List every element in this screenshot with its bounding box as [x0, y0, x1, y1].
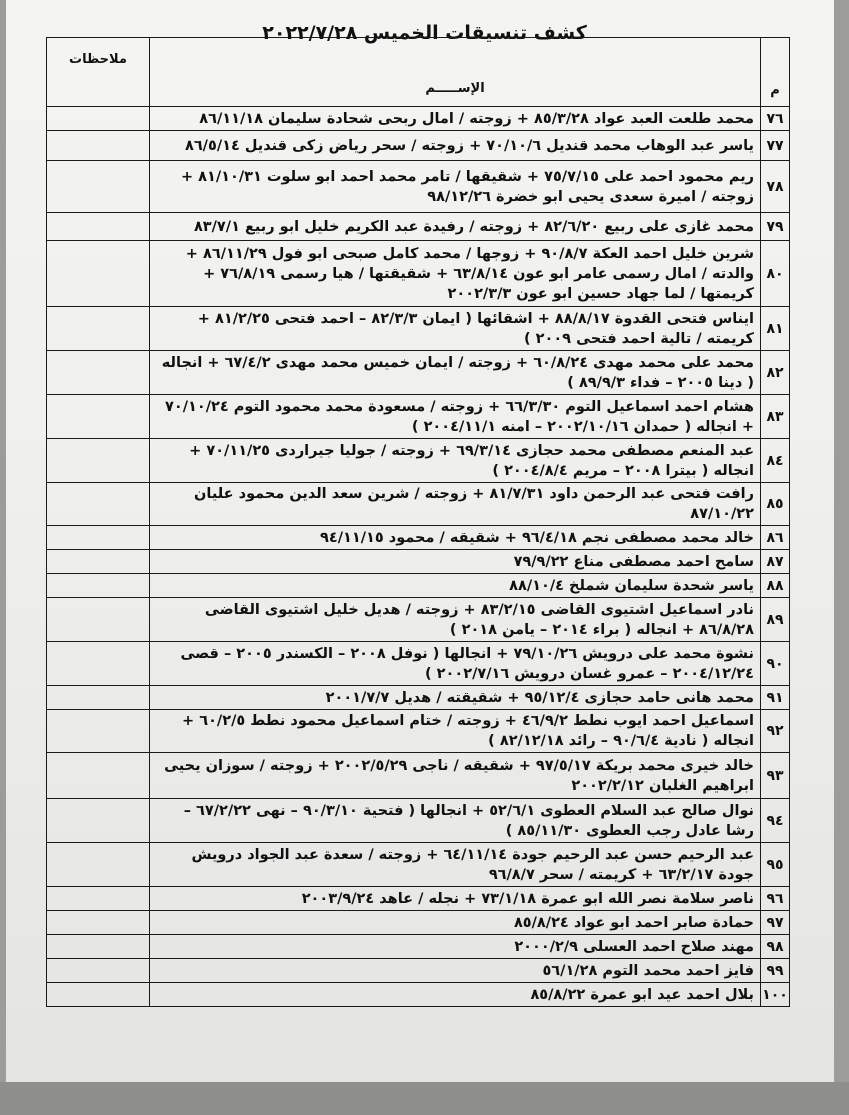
- row-names: خالد محمد مصطفى نجم ٩٦/٤/١٨ + شقيقه / محمود ٩٤/١١/١٥: [150, 526, 761, 550]
- row-names: خالد خيرى محمد بريكة ٩٧/٥/١٧ + شقيقه / ناجى ٢٠٠٢/٥/٢٩ + زوجته / سوزان يحيى ابراهيم الغلبان ٢٠٠٢/٢/١٢: [150, 753, 761, 799]
- row-number: ٩٤: [761, 799, 790, 843]
- table-row: [47, 642, 790, 686]
- row-number: ٨٣: [761, 395, 790, 439]
- row-notes: [47, 483, 150, 526]
- table-row: [47, 307, 790, 351]
- row-names: نادر اسماعيل اشتيوى القاضى ٨٣/٢/١٥ + زوجته / هديل خليل اشتيوى القاضى ٨٦/٨/٢٨ + انجاله ( براء ٢٠١٤ – يامن ٢٠١٨ ): [150, 598, 761, 642]
- table-row: [47, 107, 790, 131]
- row-notes: [47, 213, 150, 241]
- row-notes: [47, 526, 150, 550]
- row-number: ٧٨: [761, 161, 790, 213]
- row-names: ريم محمود احمد على ٧٥/٧/١٥ + شقيقها / تامر محمد احمد ابو سلوت ٨١/١٠/٣١ + زوجته / اميرة سعدى يحيى ابو خضرة ٩٨/١٢/٢٦: [150, 161, 761, 213]
- row-number: ٨١: [761, 307, 790, 351]
- table-row: [47, 131, 790, 161]
- table-row: [47, 241, 790, 307]
- row-names: محمد طلعت العبد عواد ٨٥/٣/٢٨ + زوجته / امال ربحى شحادة سليمان ٨٦/١١/١٨: [150, 107, 761, 131]
- row-number: ٨٢: [761, 351, 790, 395]
- row-notes: [47, 843, 150, 887]
- table-row: [47, 799, 790, 843]
- header-number: م: [761, 38, 790, 107]
- row-number: ٨٤: [761, 439, 790, 483]
- table-row: [47, 598, 790, 642]
- row-notes: [47, 598, 150, 642]
- row-notes: [47, 574, 150, 598]
- row-number: ٨٧: [761, 550, 790, 574]
- row-names: محمد غازى على ربيع ٨٢/٦/٢٠ + زوجته / رفيدة عبد الكريم خليل ابو ربيع ٨٣/٧/١: [150, 213, 761, 241]
- table-row: [47, 753, 790, 799]
- table-row: [47, 843, 790, 887]
- row-number: ٩٩: [761, 959, 790, 983]
- table-row: [47, 710, 790, 753]
- row-number: ٨٥: [761, 483, 790, 526]
- document-title: كشف تنسيقات الخميس ٢٠٢٢/٧/٢٨: [262, 22, 587, 44]
- row-number: ١٠٠: [761, 983, 790, 1007]
- row-notes: [47, 983, 150, 1007]
- row-names: عبد الرحيم حسن عبد الرحيم جودة ٦٤/١١/١٤ + زوجته / سعدة عبد الجواد درويش جودة ٦٣/٢/١٧ + كريمته / سحر ٩٦/٨/٧: [150, 843, 761, 887]
- table-row: [47, 213, 790, 241]
- table-row: [47, 911, 790, 935]
- table-row: [47, 161, 790, 213]
- table-row: [47, 959, 790, 983]
- row-notes: [47, 395, 150, 439]
- table-row: [47, 887, 790, 911]
- row-names: هشام احمد اسماعيل التوم ٦٦/٣/٣٠ + زوجته / مسعودة محمد محمود التوم ٧٠/١٠/٢٤ + انجاله ( حمدان ٢٠٠٢/١٠/١٦ – امنه ٢٠٠٤/١١/١ ): [150, 395, 761, 439]
- row-names: بلال احمد عيد ابو عمرة ٨٥/٨/٢٢: [150, 983, 761, 1007]
- row-names: نشوة محمد على درويش ٧٩/١٠/٢٦ + انجالها ( نوفل ٢٠٠٨ – الكسندر ٢٠٠٥ – قصى ٢٠٠٤/١٢/٢٤ – عمرو غسان درويش ٢٠٠٢/٧/١٦ ): [150, 642, 761, 686]
- row-notes: [47, 935, 150, 959]
- row-names: ياسر شحدة سليمان شملخ ٨٨/١٠/٤: [150, 574, 761, 598]
- table-row: [47, 526, 790, 550]
- table-row: [47, 574, 790, 598]
- row-notes: [47, 642, 150, 686]
- row-names: سامح احمد مصطفى مناع ٧٩/٩/٢٢: [150, 550, 761, 574]
- row-notes: [47, 241, 150, 307]
- row-names: اسماعيل احمد ايوب نطط ٤٦/٩/٢ + زوجته / ختام اسماعيل محمود نطط ٦٠/٢/٥ + انجاله ( نادية ٩٠/٦/٤ – رائد ٨٢/١٢/١٨ ): [150, 710, 761, 753]
- row-notes: [47, 439, 150, 483]
- table-row: [47, 686, 790, 710]
- table-row: [47, 483, 790, 526]
- row-number: ٧٧: [761, 131, 790, 161]
- table-surface: [0, 1082, 849, 1115]
- row-number: ٩١: [761, 686, 790, 710]
- table-row: [47, 351, 790, 395]
- row-names: فايز احمد محمد التوم ٥٦/١/٢٨: [150, 959, 761, 983]
- row-number: ٩٦: [761, 887, 790, 911]
- table-row: [47, 439, 790, 483]
- row-number: ٧٦: [761, 107, 790, 131]
- table-row: [47, 983, 790, 1007]
- row-number: ٩٥: [761, 843, 790, 887]
- table-row: [47, 935, 790, 959]
- row-number: ٩٠: [761, 642, 790, 686]
- row-number: ٩٢: [761, 710, 790, 753]
- row-notes: [47, 131, 150, 161]
- table-row: [47, 395, 790, 439]
- row-notes: [47, 887, 150, 911]
- row-names: محمد هانى حامد حجازى ٩٥/١٢/٤ + شقيقته / هديل ٢٠٠١/٧/٧: [150, 686, 761, 710]
- row-names: محمد على محمد مهدى ٦٠/٨/٢٤ + زوجته / ايمان خميس محمد مهدى ٦٧/٤/٢ + انجاله ( دينا ٢٠٠٥ – فداء ٨٩/٩/٣ ): [150, 351, 761, 395]
- row-number: ٨٦: [761, 526, 790, 550]
- names-table: [46, 37, 790, 1007]
- row-notes: [47, 911, 150, 935]
- row-notes: [47, 753, 150, 799]
- header-row: [47, 38, 790, 107]
- row-notes: [47, 307, 150, 351]
- row-names: شرين خليل احمد العكة ٩٠/٨/٧ + زوجها / محمد كامل صبحى ابو فول ٨٦/١١/٢٩ + والدته / امال رسمى عامر ابو عون ٦٣/٨/١٤ + شقيقتها / هيا رسمى ٧٦/٨/١٩ + كريمتها / لما جهاد حسين ابو عون ٢٠٠٢/٣/٣: [150, 241, 761, 307]
- row-notes: [47, 107, 150, 131]
- row-notes: [47, 710, 150, 753]
- row-number: ٧٩: [761, 213, 790, 241]
- row-number: ٨٨: [761, 574, 790, 598]
- row-names: ايناس فتحى القدوة ٨٨/٨/١٧ + اشقائها ( ايمان ٨٢/٣/٣ – احمد فتحى ٨١/٢/٢٥ + كريمته / تالية احمد فتحى ٢٠٠٩ ): [150, 307, 761, 351]
- row-names: مهند صلاح احمد العسلى ٢٠٠٠/٢/٩: [150, 935, 761, 959]
- header-name: الإســـــم: [150, 38, 761, 107]
- row-notes: [47, 959, 150, 983]
- row-notes: [47, 686, 150, 710]
- row-number: ٩٣: [761, 753, 790, 799]
- row-notes: [47, 799, 150, 843]
- row-number: ٨٩: [761, 598, 790, 642]
- row-notes: [47, 161, 150, 213]
- row-names: رافت فتحى عبد الرحمن داود ٨١/٧/٣١ + زوجته / شرين سعد الدين محمود عليان ٨٧/١٠/٢٢: [150, 483, 761, 526]
- row-names: عبد المنعم مصطفى محمد حجازى ٦٩/٣/١٤ + زوجته / جوليا جيراردى ٧٠/١١/٢٥ + انجاله ( بيترا ٢٠٠٨ – مريم ٢٠٠٤/٨/٤ ): [150, 439, 761, 483]
- row-number: ٩٧: [761, 911, 790, 935]
- row-number: ٩٨: [761, 935, 790, 959]
- row-notes: [47, 550, 150, 574]
- row-number: ٨٠: [761, 241, 790, 307]
- row-names: ياسر عبد الوهاب محمد قنديل ٧٠/١٠/٦ + زوجته / سحر رياض زكى قنديل ٨٦/٥/١٤: [150, 131, 761, 161]
- table-row: [47, 550, 790, 574]
- row-notes: [47, 351, 150, 395]
- row-names: حمادة صابر احمد ابو عواد ٨٥/٨/٢٤: [150, 911, 761, 935]
- row-names: نوال صالح عبد السلام العطوى ٥٢/٦/١ + انجالها ( فتحية ٩٠/٣/١٠ – نهى ٦٧/٢/٢٢ – رشا عادل رجب العطوى ٨٥/١١/٣٠ ): [150, 799, 761, 843]
- header-notes: ملاحظات: [47, 38, 150, 107]
- row-names: ناصر سلامة نصر الله ابو عمرة ٧٣/١/١٨ + نجله / عاهد ٢٠٠٣/٩/٢٤: [150, 887, 761, 911]
